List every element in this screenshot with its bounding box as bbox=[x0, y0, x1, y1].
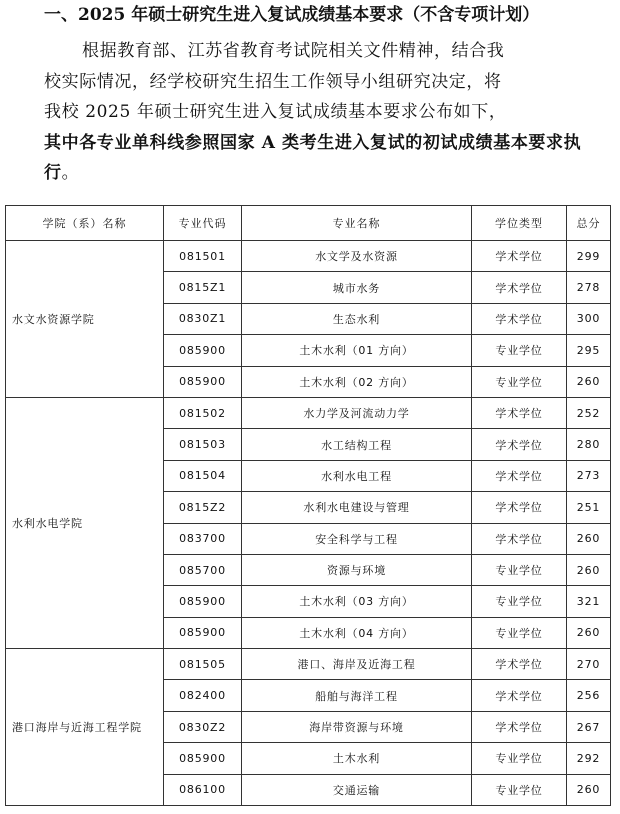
header-school: 学院（系）名称 bbox=[6, 206, 164, 241]
major-code-cell: 081501 bbox=[164, 241, 242, 272]
major-name-cell: 土木水利 bbox=[242, 743, 472, 774]
section-heading: 一、2025 年硕士研究生进入复试成绩基本要求（不含专项计划） bbox=[44, 5, 540, 25]
degree-type-cell: 学术学位 bbox=[472, 523, 567, 554]
total-score-cell: 270 bbox=[567, 649, 611, 680]
total-score-cell: 252 bbox=[567, 397, 611, 428]
degree-type-cell: 专业学位 bbox=[472, 774, 567, 805]
total-score-cell: 273 bbox=[567, 460, 611, 491]
total-score-cell: 260 bbox=[567, 774, 611, 805]
header-total: 总分 bbox=[567, 206, 611, 241]
major-name-cell: 安全科学与工程 bbox=[242, 523, 472, 554]
total-score-cell: 260 bbox=[567, 554, 611, 585]
table-header-row bbox=[6, 206, 611, 241]
degree-type-cell: 专业学位 bbox=[472, 586, 567, 617]
total-score-cell: 260 bbox=[567, 366, 611, 397]
table-row bbox=[6, 649, 611, 680]
school-name-cell: 水文水资源学院 bbox=[6, 241, 164, 398]
major-name-cell: 水工结构工程 bbox=[242, 429, 472, 460]
major-name-cell: 水文学及水资源 bbox=[242, 241, 472, 272]
header-code: 专业代码 bbox=[164, 206, 242, 241]
degree-type-cell: 学术学位 bbox=[472, 429, 567, 460]
major-code-cell: 0815Z2 bbox=[164, 492, 242, 523]
major-code-cell: 0815Z1 bbox=[164, 272, 242, 303]
total-score-cell: 260 bbox=[567, 617, 611, 648]
table-row bbox=[6, 241, 611, 272]
degree-type-cell: 学术学位 bbox=[472, 649, 567, 680]
major-name-cell: 资源与环境 bbox=[242, 554, 472, 585]
major-code-cell: 085900 bbox=[164, 743, 242, 774]
total-score-cell: 321 bbox=[567, 586, 611, 617]
major-code-cell: 0830Z2 bbox=[164, 711, 242, 742]
major-code-cell: 085900 bbox=[164, 617, 242, 648]
major-name-cell: 水利水电工程 bbox=[242, 460, 472, 491]
major-code-cell: 085700 bbox=[164, 554, 242, 585]
total-score-cell: 300 bbox=[567, 303, 611, 334]
degree-type-cell: 学术学位 bbox=[472, 397, 567, 428]
header-major: 专业名称 bbox=[242, 206, 472, 241]
major-code-cell: 085900 bbox=[164, 335, 242, 366]
degree-type-cell: 专业学位 bbox=[472, 743, 567, 774]
major-name-cell: 土木水利（01 方向） bbox=[242, 335, 472, 366]
school-name-cell: 港口海岸与近海工程学院 bbox=[6, 649, 164, 806]
major-code-cell: 082400 bbox=[164, 680, 242, 711]
total-score-cell: 251 bbox=[567, 492, 611, 523]
major-name-cell: 水利水电建设与管理 bbox=[242, 492, 472, 523]
requirements-table bbox=[5, 205, 611, 806]
major-code-cell: 081504 bbox=[164, 460, 242, 491]
total-score-cell: 256 bbox=[567, 680, 611, 711]
intro-line-2: 校实际情况，经学校研究生招生工作领导小组研究决定，将 bbox=[44, 71, 502, 92]
degree-type-cell: 学术学位 bbox=[472, 241, 567, 272]
major-code-cell: 0830Z1 bbox=[164, 303, 242, 334]
total-score-cell: 299 bbox=[567, 241, 611, 272]
school-name-cell: 水利水电学院 bbox=[6, 397, 164, 648]
major-name-cell: 水力学及河流动力学 bbox=[242, 397, 472, 428]
major-code-cell: 081502 bbox=[164, 397, 242, 428]
degree-type-cell: 专业学位 bbox=[472, 554, 567, 585]
major-name-cell: 港口、海岸及近海工程 bbox=[242, 649, 472, 680]
intro-paragraph bbox=[44, 36, 592, 189]
degree-type-cell: 学术学位 bbox=[472, 272, 567, 303]
intro-end-punct: 。 bbox=[61, 163, 80, 183]
degree-type-cell: 专业学位 bbox=[472, 617, 567, 648]
degree-type-cell: 学术学位 bbox=[472, 460, 567, 491]
degree-type-cell: 学术学位 bbox=[472, 711, 567, 742]
degree-type-cell: 学术学位 bbox=[472, 680, 567, 711]
major-code-cell: 081503 bbox=[164, 429, 242, 460]
major-code-cell: 086100 bbox=[164, 774, 242, 805]
table-row bbox=[6, 397, 611, 428]
major-name-cell: 土木水利（03 方向） bbox=[242, 586, 472, 617]
major-name-cell: 船舶与海洋工程 bbox=[242, 680, 472, 711]
degree-type-cell: 学术学位 bbox=[472, 492, 567, 523]
major-name-cell: 土木水利（02 方向） bbox=[242, 366, 472, 397]
intro-line-3: 我校 2025 年硕士研究生进入复试成绩基本要求公布如下， bbox=[44, 102, 507, 122]
total-score-cell: 260 bbox=[567, 523, 611, 554]
total-score-cell: 280 bbox=[567, 429, 611, 460]
major-name-cell: 城市水务 bbox=[242, 272, 472, 303]
degree-type-cell: 专业学位 bbox=[472, 366, 567, 397]
degree-type-cell: 专业学位 bbox=[472, 335, 567, 366]
major-name-cell: 土木水利（04 方向） bbox=[242, 617, 472, 648]
intro-bold-clause: 其中各专业单科线参照国家 A 类考生进入复试的初试成绩基本要求执行 bbox=[44, 132, 582, 183]
degree-type-cell: 学术学位 bbox=[472, 303, 567, 334]
major-name-cell: 海岸带资源与环境 bbox=[242, 711, 472, 742]
total-score-cell: 278 bbox=[567, 272, 611, 303]
major-code-cell: 081505 bbox=[164, 649, 242, 680]
total-score-cell: 267 bbox=[567, 711, 611, 742]
major-code-cell: 083700 bbox=[164, 523, 242, 554]
total-score-cell: 295 bbox=[567, 335, 611, 366]
major-name-cell: 交通运输 bbox=[242, 774, 472, 805]
intro-line-1: 根据教育部、江苏省教育考试院相关文件精神，结合我 bbox=[82, 41, 505, 61]
major-code-cell: 085900 bbox=[164, 586, 242, 617]
header-degree: 学位类型 bbox=[472, 206, 567, 241]
major-code-cell: 085900 bbox=[164, 366, 242, 397]
total-score-cell: 292 bbox=[567, 743, 611, 774]
table-body bbox=[6, 241, 611, 806]
major-name-cell: 生态水利 bbox=[242, 303, 472, 334]
